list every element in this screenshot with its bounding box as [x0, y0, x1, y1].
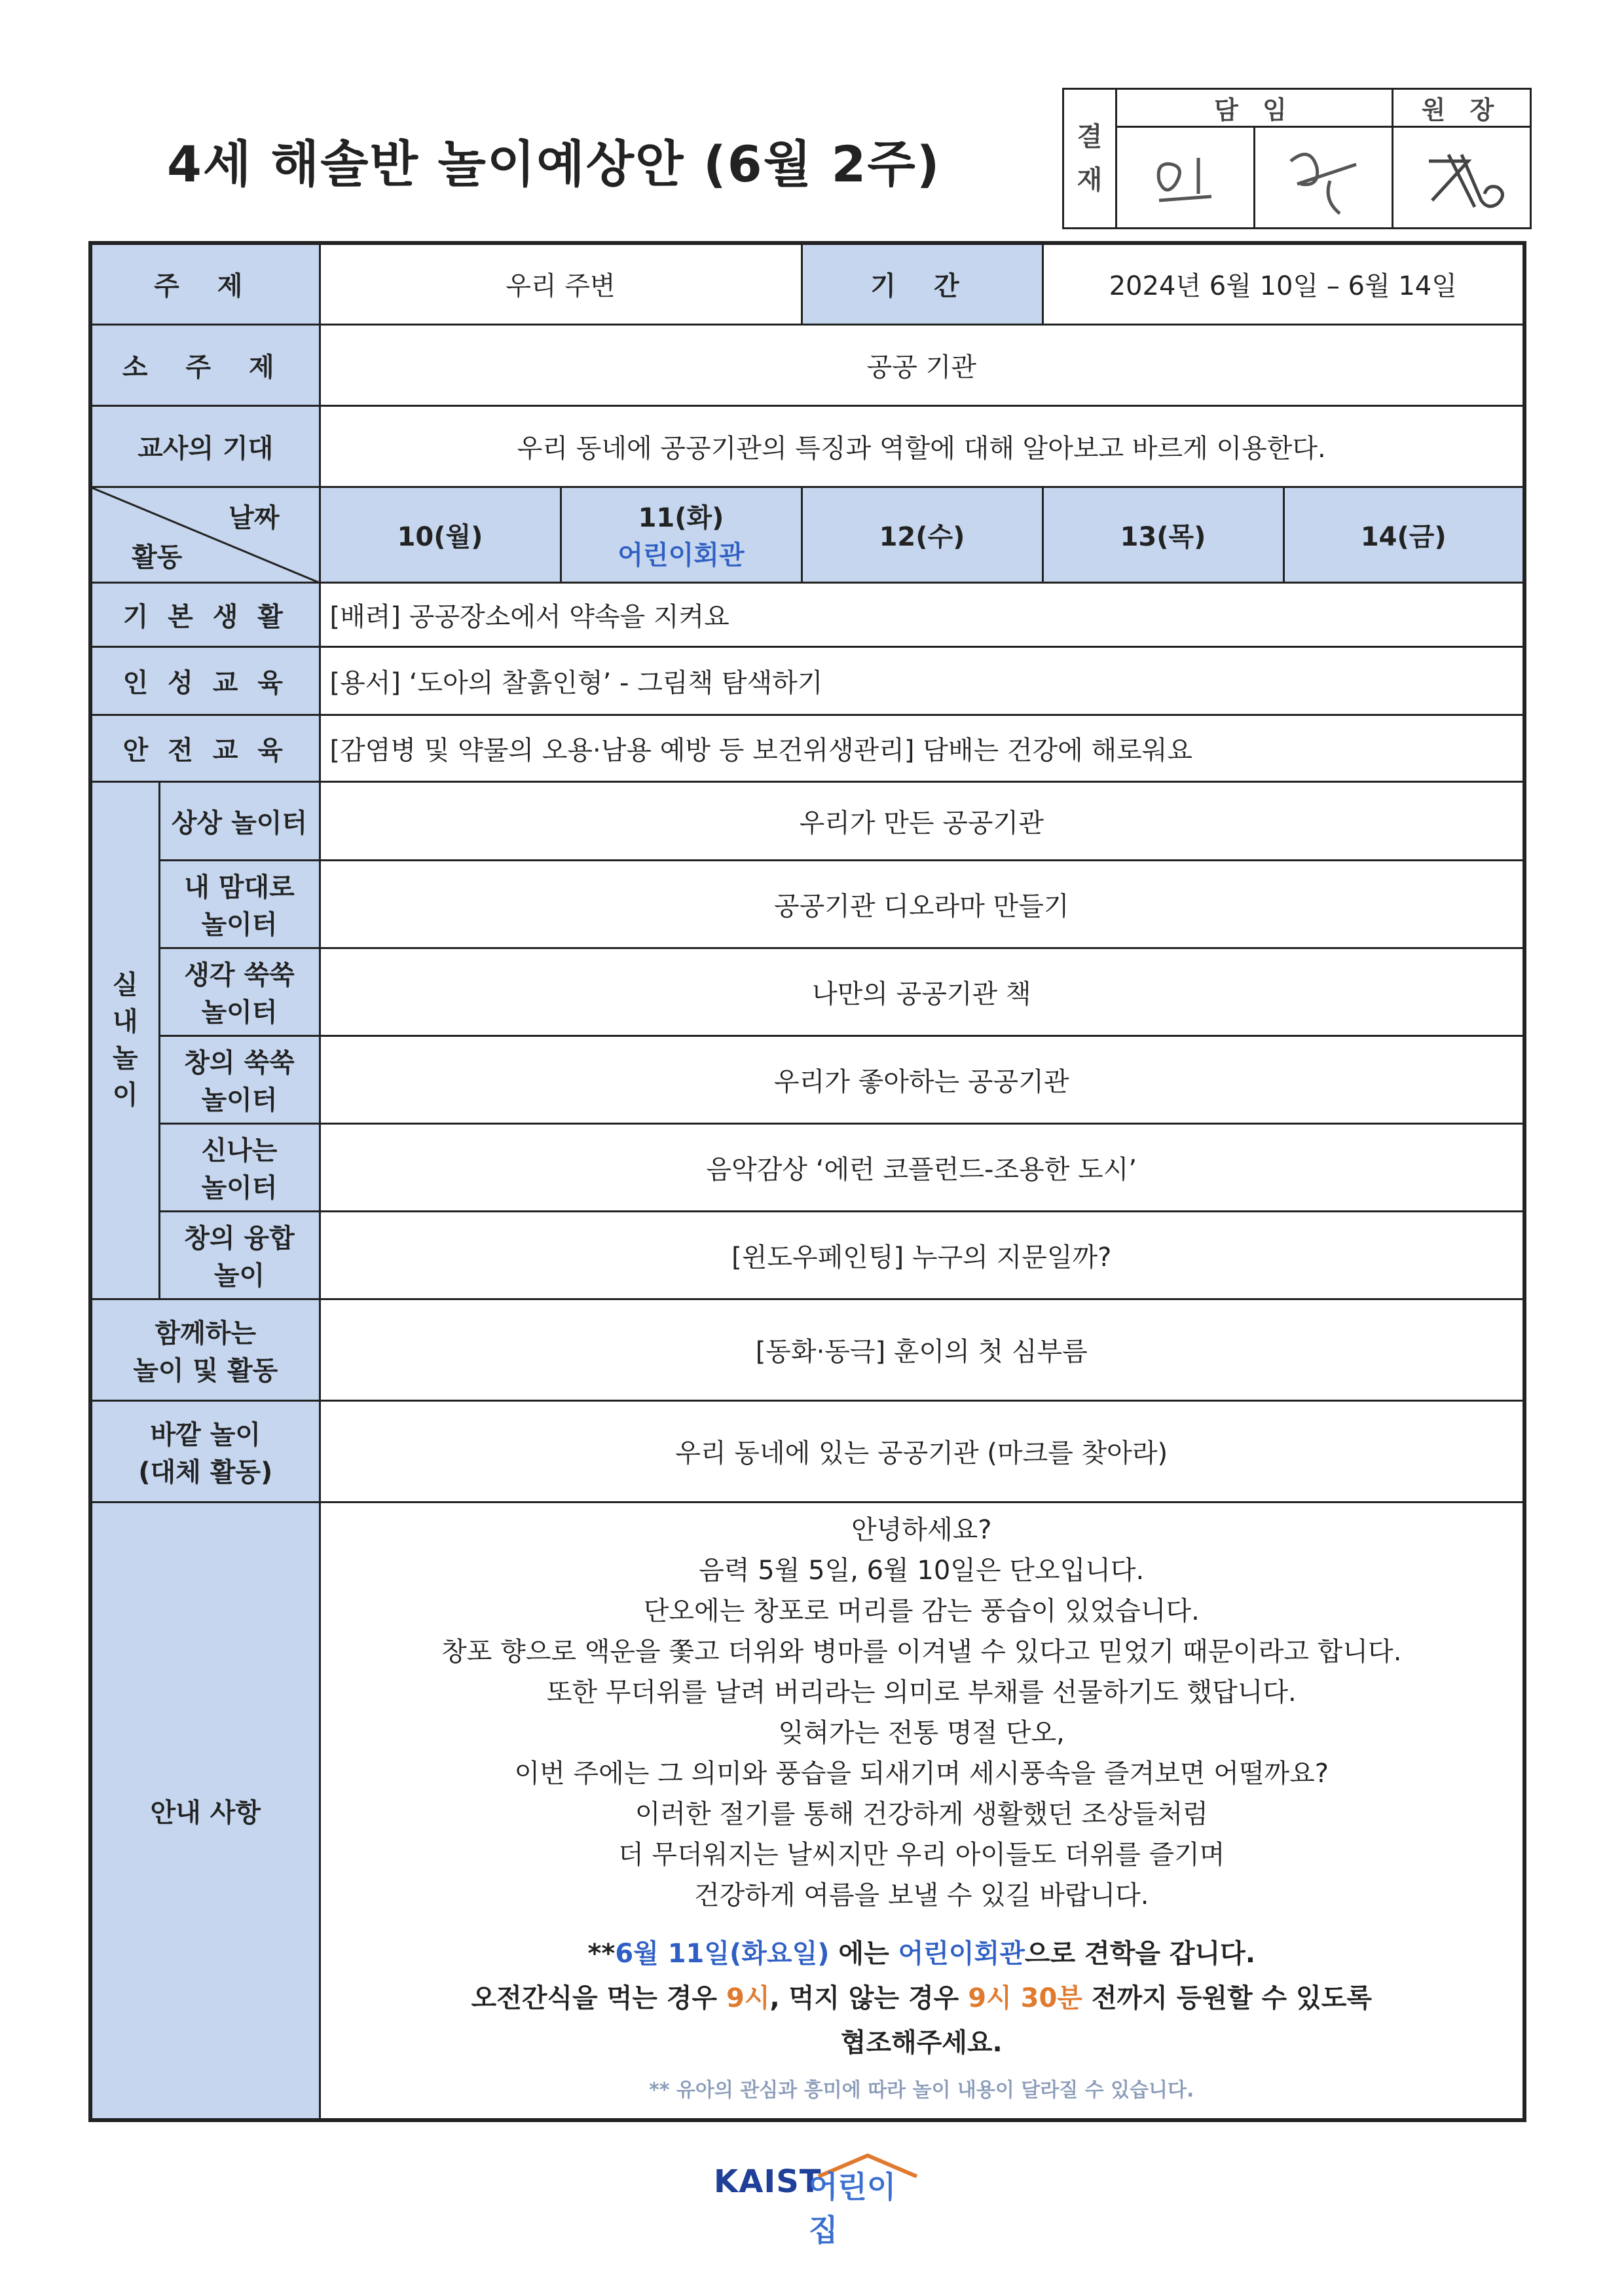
notice-line: 이러한 절기를 통해 건강하게 생활했던 조상들처럼 [635, 1799, 1208, 1830]
notice-line: 음력 5월 5일, 6월 10일은 단오입니다. [699, 1556, 1145, 1586]
indoor-area [159, 1123, 320, 1211]
topic-label: 주 제 [90, 243, 320, 324]
indoor-area-line: 내 맘대로 [184, 872, 295, 903]
emph-text: , 먹지 않는 경우 [769, 1983, 969, 2014]
indoor-activity: 공공기관 디오라마 만들기 [320, 860, 1524, 948]
indoor-activity: 우리가 좋아하는 공공기관 [320, 1036, 1524, 1123]
subtopic-value: 공공 기관 [320, 324, 1524, 405]
notice-line: 단오에는 창포로 머리를 감는 풍습이 있었습니다. [643, 1596, 1200, 1627]
together-row [90, 1299, 1524, 1400]
indoor-area [159, 860, 320, 948]
indoor-row [90, 948, 1524, 1036]
director-header: 원 장 [1393, 89, 1531, 127]
arrival-time-notice [327, 1976, 1517, 2021]
play-plan-table [88, 241, 1526, 2122]
logo-kaist-text: KAIST [714, 2163, 822, 2200]
outdoor-label [90, 1400, 320, 1502]
day-label: 12(수) [879, 521, 965, 552]
emph-text: 으로 견학을 갑니다. [1024, 1939, 1256, 1969]
day-label: 11(화) [638, 503, 724, 533]
approval-label [1063, 89, 1116, 229]
indoor-area-line: 놀이 [213, 1261, 265, 1291]
indoor-activity: 나만의 공공기관 책 [320, 948, 1524, 1036]
notice-line: 또한 무더위를 날려 버리라는 의미로 부채를 선물하기도 했답니다. [546, 1677, 1297, 1708]
teacher-header: 담 임 [1116, 89, 1393, 127]
notice-line: 이번 주에는 그 의미와 풍습을 되새기며 세시풍속을 즐겨보면 어떨까요? [514, 1759, 1329, 1789]
topic-value: 우리 주변 [320, 243, 802, 324]
indoor-area-line: 창의 쑥쑥 [184, 1048, 295, 1078]
kaist-kindergarten-logo [714, 2152, 923, 2248]
character-row [90, 646, 1524, 715]
outdoor-label-line: (대체 활동) [138, 1457, 273, 1487]
day-note: 어린이회관 [618, 540, 745, 570]
indoor-area [159, 1211, 320, 1299]
indoor-activity: 음악감상 ‘에런 코플런드-조용한 도시’ [320, 1123, 1524, 1211]
outdoor-row [90, 1400, 1524, 1502]
day-label: 13(목) [1120, 521, 1206, 552]
arrival-time-1: 9시 [726, 1983, 770, 2014]
footnote: ** 유아의 관심과 흥미에 따라 놀이 내용이 달라질 수 있습니다. [649, 2079, 1194, 2102]
emph-text: 에는 [829, 1939, 898, 1969]
indoor-area-line: 놀이터 [201, 998, 278, 1028]
day-fri [1283, 487, 1524, 582]
indoor-row [90, 1123, 1524, 1211]
date-activity-corner [90, 487, 320, 582]
notice-line: 창포 향으로 액운을 쫓고 더위와 병마를 이겨낼 수 있다고 믿었기 때문이라고 합니다. [441, 1637, 1402, 1668]
period-label: 기 간 [802, 243, 1043, 324]
trip-date: 6월 11일(화요일) [615, 1939, 830, 1969]
character-label: 인 성 교 육 [90, 646, 320, 715]
trip-place: 어린이회관 [898, 1939, 1025, 1969]
safety-value: [감염병 및 약물의 오용·남용 예방 등 보건위생관리] 담배는 건강에 해로워요 [320, 715, 1524, 781]
expectation-label: 교사의 기대 [90, 405, 320, 487]
approval-box [1062, 88, 1532, 229]
notice-line: 안녕하세요? [851, 1515, 992, 1546]
safety-label: 안 전 교 육 [90, 715, 320, 781]
indoor-activity: 우리가 만든 공공기관 [320, 781, 1524, 860]
notice-line: 건강하게 여름을 보낼 수 있길 바랍니다. [693, 1880, 1149, 1911]
emph-mark: ** [587, 1939, 616, 1969]
day-wed [802, 487, 1043, 582]
notice-line: 잊혀가는 전통 명절 단오, [778, 1718, 1065, 1749]
character-value: [용서] ‘도아의 찰흙인형’ - 그림책 탐색하기 [320, 646, 1524, 715]
indoor-area-line: 놀이터 [201, 1085, 278, 1115]
date-header-row [90, 487, 1524, 582]
indoor-row [90, 1036, 1524, 1123]
topic-row [90, 243, 1524, 324]
basic-life-row [90, 582, 1524, 646]
indoor-label-char: 놀 [112, 1043, 138, 1073]
indoor-row [90, 860, 1524, 948]
day-label: 14(금) [1360, 521, 1447, 552]
emph-text: 오전간식을 먹는 경우 [471, 1983, 726, 2014]
arrival-time-2: 9시 30분 [968, 1983, 1082, 2014]
day-label: 10(월) [397, 521, 483, 552]
field-trip-notice [327, 1931, 1517, 1976]
safety-row [90, 715, 1524, 781]
teacher-signature-1 [1116, 127, 1255, 229]
notice-body [320, 1502, 1524, 2120]
corner-activity-label: 활동 [132, 542, 183, 572]
together-label-line: 놀이 및 활동 [133, 1355, 278, 1386]
indoor-area [159, 1036, 320, 1123]
page-title: 4세 해솔반 놀이예상안 (6월 2주) [167, 135, 941, 193]
indoor-area: 상상 놀이터 [159, 781, 320, 860]
indoor-area [159, 948, 320, 1036]
emph-text: 전까지 등원할 수 있도록 [1082, 1983, 1373, 2014]
expectation-row [90, 405, 1524, 487]
together-value: [동화·동극] 훈이의 첫 심부름 [320, 1299, 1524, 1400]
subtopic-row [90, 324, 1524, 405]
together-label [90, 1299, 320, 1400]
indoor-play-label [90, 781, 159, 1299]
indoor-label-char: 실 [112, 970, 138, 1000]
outdoor-value: 우리 동네에 있는 공공기관 (마크를 찾아라) [320, 1400, 1524, 1502]
day-mon [320, 487, 561, 582]
notice-row [90, 1502, 1524, 2120]
expectation-value: 우리 동네에 공공기관의 특징과 역할에 대해 알아보고 바르게 이용한다. [320, 405, 1524, 487]
approval-label-bottom: 재 [1077, 165, 1103, 195]
indoor-area-line: 신나는 [201, 1136, 278, 1166]
cooperation-notice: 협조해주세요. [840, 2028, 1003, 2059]
period-value: 2024년 6월 10일 – 6월 14일 [1043, 243, 1524, 324]
indoor-row [90, 1211, 1524, 1299]
approval-label-top: 결 [1077, 122, 1103, 152]
indoor-area-line: 창의 융합 [184, 1223, 295, 1254]
notice-label: 안내 사항 [90, 1502, 320, 2120]
outdoor-label-line: 바깥 놀이 [150, 1419, 261, 1450]
indoor-area-line: 놀이터 [201, 1173, 278, 1203]
corner-date-label: 날짜 [229, 502, 280, 533]
indoor-area-line: 생각 쑥쑥 [184, 960, 295, 990]
basic-life-label: 기 본 생 활 [90, 582, 320, 646]
indoor-label-char: 이 [112, 1080, 138, 1110]
indoor-activity: [윈도우페인팅] 누구의 지문일까? [320, 1211, 1524, 1299]
day-tue [561, 487, 802, 582]
logo-kindergarten-text: 어린이집 [809, 2169, 896, 2248]
indoor-label-char: 내 [112, 1007, 138, 1037]
notice-line: 더 무더워지는 날씨지만 우리 아이들도 더위를 즐기며 [618, 1840, 1225, 1871]
subtopic-label: 소 주 제 [90, 324, 320, 405]
basic-life-value: [배려] 공공장소에서 약속을 지켜요 [320, 582, 1524, 646]
indoor-area-line: 놀이터 [201, 910, 278, 940]
day-thu [1043, 487, 1283, 582]
indoor-row [90, 781, 1524, 860]
teacher-signature-2 [1255, 127, 1393, 229]
together-label-line: 함께하는 [155, 1318, 257, 1349]
director-signature [1393, 127, 1531, 229]
